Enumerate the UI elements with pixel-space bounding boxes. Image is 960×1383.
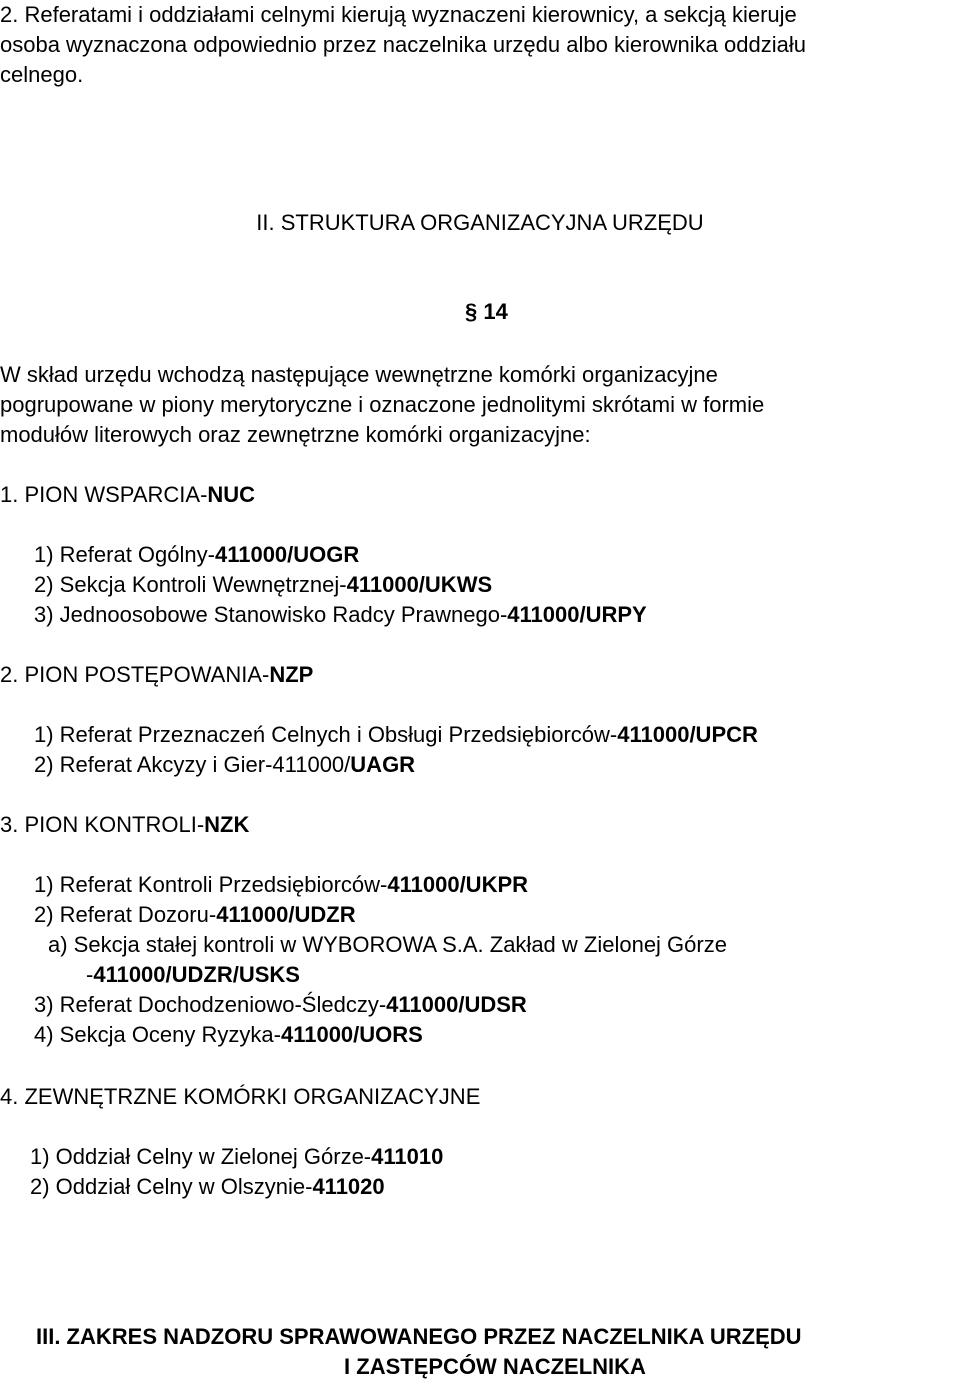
intro-line-3: celnego. <box>0 62 84 87</box>
lead-line-2: pogrupowane w piony merytoryczne i oznaczone jednolitymi skrótami w formie <box>0 392 765 417</box>
intro-line-1: 2. Referatami i oddziałami celnymi kierują wyznaczeni kierownicy, a sekcją kieruje <box>0 2 797 27</box>
list-subitem-continuation: -411000/UDZR/USKS <box>86 962 300 987</box>
pion-2-title: 2. PION POSTĘPOWANIA-NZP <box>0 662 314 687</box>
pion-2-code: NZP <box>269 662 314 687</box>
section-2-title: II. STRUKTURA ORGANIZACYJNA URZĘDU <box>256 210 704 235</box>
list-item: 3) Referat Dochodzeniowo-Śledczy-411000/UDSR <box>34 992 527 1017</box>
section-3-title-line-2: I ZASTĘPCÓW NACZELNIKA <box>344 1354 646 1379</box>
section-3-title-line-1: III. ZAKRES NADZORU SPRAWOWANEGO PRZEZ NACZELNIKA URZĘDU <box>36 1324 802 1349</box>
pion-3-title: 3. PION KONTROLI-NZK <box>0 812 250 837</box>
lead-line-3: modułów literowych oraz zewnętrzne komórki organizacyjne: <box>0 422 591 447</box>
list-item: 1) Oddział Celny w Zielonej Górze-411010 <box>30 1144 444 1169</box>
list-item: 1) Referat Przeznaczeń Celnych i Obsługi Przedsiębiorców-411000/UPCR <box>34 722 758 747</box>
list-subitem: a) Sekcja stałej kontroli w WYBOROWA S.A. Zakład w Zielonej Górze <box>48 932 727 957</box>
list-item: 2) Sekcja Kontroli Wewnętrznej-411000/UKWS <box>34 572 493 597</box>
list-item: 2) Referat Akcyzy i Gier-411000/UAGR <box>34 752 416 777</box>
paragraph-mark: § 14 <box>465 299 508 324</box>
pion-3-code: NZK <box>204 812 250 837</box>
list-item: 1) Referat Ogólny-411000/UOGR <box>34 542 360 567</box>
intro-line-2: osoba wyznaczona odpowiednio przez naczelnika urzędu albo kierownika oddziału <box>0 32 806 57</box>
list-item: 4) Sekcja Oceny Ryzyka-411000/UORS <box>34 1022 423 1047</box>
pion-1-title: 1. PION WSPARCIA-NUC <box>0 482 256 507</box>
list-item: 2) Oddział Celny w Olszynie-411020 <box>30 1174 385 1199</box>
lead-line-1: W skład urzędu wchodzą następujące wewnętrzne komórki organizacyjne <box>0 362 718 387</box>
list-item: 2) Referat Dozoru-411000/UDZR <box>34 902 356 927</box>
list-item: 3) Jednoosobowe Stanowisko Radcy Prawnego-411000/URPY <box>34 602 647 627</box>
external-title: 4. ZEWNĘTRZNE KOMÓRKI ORGANIZACYJNE <box>0 1084 481 1109</box>
pion-1-code: NUC <box>207 482 256 507</box>
list-item: 1) Referat Kontroli Przedsiębiorców-411000/UKPR <box>34 872 529 897</box>
